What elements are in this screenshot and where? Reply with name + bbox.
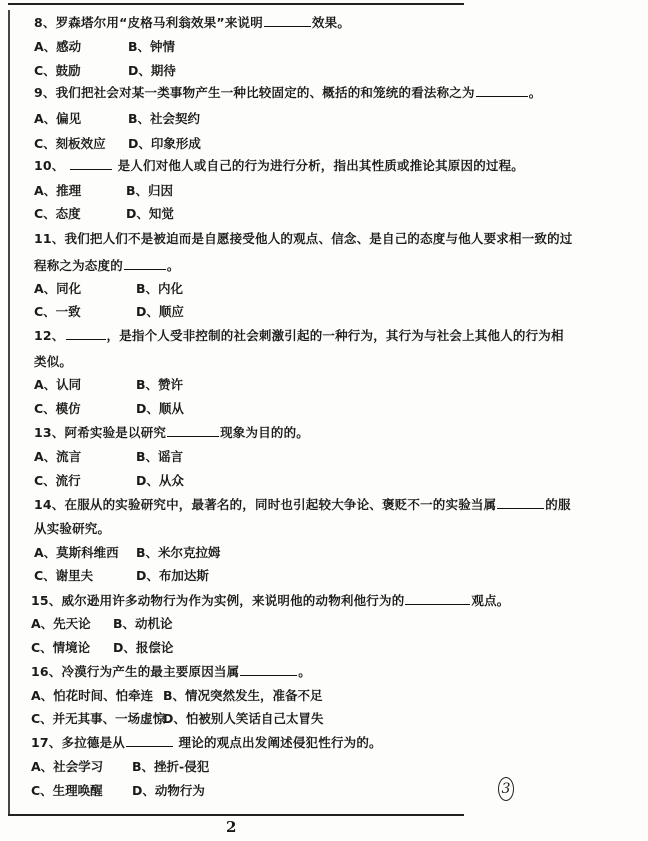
answer-blank [66, 329, 106, 340]
stem-text: 的服 [545, 497, 571, 512]
handwritten-circled-mark: 3 [498, 777, 514, 801]
option-b: B、内化 [136, 281, 184, 296]
answer-blank [126, 736, 173, 747]
question-16-stem [31, 662, 311, 680]
option-d: D、动物行为 [132, 783, 205, 798]
stem-text: 9、我们把社会对某一类事物产生一种比较固定的、概括的和笼统的看法称之为 [34, 85, 475, 100]
option-c: C、谢里夫 [34, 568, 94, 583]
option-d: D、从众 [136, 473, 184, 488]
answer-blank [264, 16, 311, 27]
stem-text: 从实验研究。 [34, 521, 111, 536]
answer-blank [124, 259, 166, 270]
question-14-stem [34, 519, 110, 537]
question-12-stem [34, 352, 72, 370]
answer-blank [167, 426, 219, 437]
answer-blank [240, 665, 297, 676]
answer-blank [405, 594, 470, 605]
question-9-stem [34, 83, 541, 101]
option-a: A、莫斯科维西 [34, 545, 119, 560]
frame-left-rule [8, 10, 10, 815]
stem-text: 现象为目的的。 [220, 425, 310, 440]
stem-text: 17、多拉德是从 [31, 735, 125, 750]
page-number: 2 [226, 818, 237, 836]
stem-text: ，是指个人受非控制的社会刺激引起的一种行为，其行为与社会上其他人的行为相 [106, 328, 564, 343]
stem-text: 理论的观点出发阐述侵犯性行为的。 [174, 735, 382, 750]
stem-text: 。 [298, 664, 311, 679]
option-b: B、赞许 [136, 377, 184, 392]
question-8-stem [34, 13, 350, 31]
option-d: D、布加达斯 [136, 568, 209, 583]
option-d: D、知觉 [126, 206, 174, 221]
stem-text: 14、在服从的实验研究中，最著名的，同时也引起较大争论、褒贬不一的实验当属 [34, 497, 497, 512]
option-a: A、流言 [34, 449, 82, 464]
option-c: C、刻板效应 [34, 136, 106, 151]
option-c: C、鼓励 [34, 63, 81, 78]
frame-top-rule [8, 3, 464, 5]
stem-text: 13、阿希实验是以研究 [34, 425, 167, 440]
option-c: C、流行 [34, 473, 81, 488]
stem-text: 程称之为态度的 [34, 258, 123, 273]
option-d: D、怕被别人笑话自己太冒失 [163, 711, 324, 726]
option-d: D、顺应 [136, 304, 184, 319]
stem-text: 。 [528, 85, 542, 100]
option-d: D、顺从 [136, 401, 184, 416]
option-c: C、情境论 [31, 640, 91, 655]
option-b: B、米尔克拉姆 [136, 545, 221, 560]
option-a: A、先天论 [31, 616, 91, 631]
answer-blank [497, 498, 544, 509]
option-a: A、怕花时间、怕牵连 [31, 688, 154, 703]
option-a: A、社会学习 [31, 759, 104, 774]
stem-text: 是人们对他人或自己的行为进行分析，指出其性质或推论其原因的过程。 [113, 158, 525, 173]
option-d: D、期待 [128, 63, 176, 78]
option-a: A、同化 [34, 281, 82, 296]
option-b: B、钟情 [128, 39, 176, 54]
stem-text: 11、我们把人们不是被迫而是自愿接受他人的观点、信念、是自己的态度与他人要求相一致的过 [34, 231, 573, 246]
question-15-stem [31, 591, 510, 609]
question-10-stem [34, 156, 524, 174]
option-c: C、一致 [34, 304, 81, 319]
option-c: C、态度 [34, 206, 81, 221]
option-a: A、认同 [34, 377, 82, 392]
option-b: B、谣言 [136, 449, 184, 464]
stem-text: 8、罗森塔尔用“皮格马利翁效果”来说明 [34, 15, 263, 30]
option-a: A、推理 [34, 183, 82, 198]
question-17-stem [31, 733, 382, 751]
option-b: B、归因 [126, 183, 174, 198]
question-11-stem [34, 256, 180, 274]
stem-text: 观点。 [471, 593, 510, 608]
stem-text: 效果。 [311, 15, 351, 30]
option-d: D、报偿论 [113, 640, 174, 655]
option-a: A、感动 [34, 39, 82, 54]
option-d: D、印象形成 [128, 136, 201, 151]
answer-blank [70, 159, 112, 170]
option-c: C、生理唤醒 [31, 783, 103, 798]
stem-text: 类似。 [34, 354, 73, 369]
option-c: C、模仿 [34, 401, 81, 416]
question-12-stem [34, 326, 564, 344]
option-b: B、情况突然发生，准备不足 [163, 688, 323, 703]
option-b: B、挫折-侵犯 [132, 759, 210, 774]
stem-text: 10、 [34, 158, 70, 173]
question-14-stem [34, 495, 571, 513]
option-b: B、社会契约 [128, 111, 201, 126]
answer-blank [476, 86, 528, 97]
option-b: B、动机论 [113, 616, 173, 631]
question-13-stem [34, 423, 309, 441]
stem-text: 12、 [34, 328, 65, 343]
stem-text: 16、冷漠行为产生的最主要原因当属 [31, 664, 240, 679]
frame-bottom-rule [8, 814, 464, 816]
option-a: A、偏见 [34, 111, 82, 126]
stem-text: 。 [166, 258, 180, 273]
stem-text: 15、威尔逊用许多动物行为作为实例，来说明他的动物利他行为的 [31, 593, 405, 608]
question-11-stem [34, 229, 573, 247]
option-c: C、并无其事、一场虚惊 [31, 711, 166, 726]
